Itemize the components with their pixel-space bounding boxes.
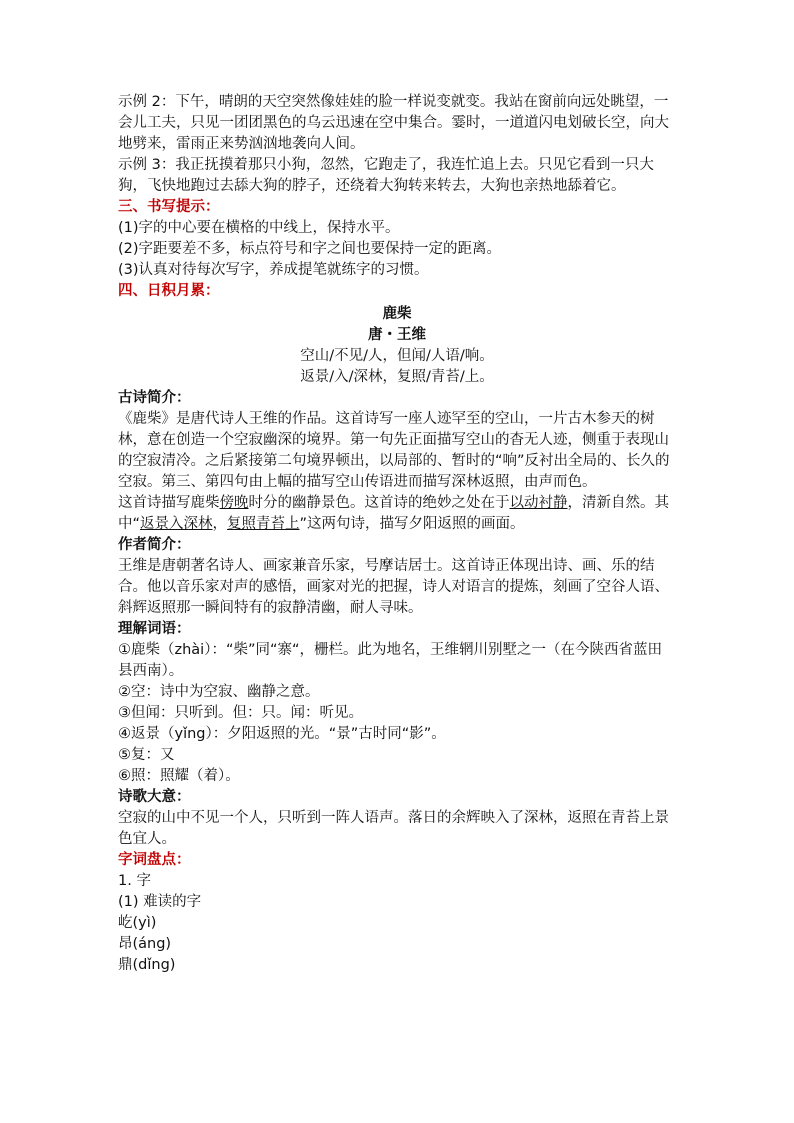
writing-tip-2: (2)字距要差不多，标点符号和字之间也要保持一定的距离。	[118, 241, 502, 257]
author-paragraph: 王维是唐朝著名诗人、画家兼音乐家，号摩诘居士。这首诗正体现出诗、画、乐的结合。他以音乐家对声的感悟，画家对光的把握，诗人对语言的提炼，刻画了空谷人语、斜辉返照那一瞬间特有的寂静清幽，耐人寻味。	[118, 558, 669, 616]
intro-underlined-text: 以动衬静	[509, 495, 568, 511]
poem-line-1: 空山/不见/人，但闻/人语/响。	[300, 348, 494, 364]
meaning-heading: 诗歌大意：	[118, 789, 191, 805]
poem-title: 鹿柴	[382, 306, 412, 322]
intro-text: 这首诗描写鹿柴	[118, 495, 220, 511]
document-page	[118, 92, 676, 976]
poem-line-2: 返景/入/深林，复照/青苔/上。	[300, 369, 494, 385]
word-item-5: ⑤复：又	[118, 747, 175, 763]
writing-tip-3: (3)认真对待每次写字，养成提笔就练字的习惯。	[118, 262, 429, 278]
author-heading: 作者简介：	[118, 537, 191, 553]
writing-tip-1: (1)字的中心要在横格的中线上，保持水平。	[118, 220, 400, 236]
word-item-3: ③但闻：只听到。但：只。闻：听见。	[118, 705, 363, 721]
inventory-line-2: (1) 难读的字	[118, 894, 202, 910]
word-item-2: ②空：诗中为空寂、幽静之意。	[118, 684, 320, 700]
words-heading: 理解词语：	[118, 621, 191, 637]
meaning-paragraph: 空寂的山中不见一个人，只听到一阵人语声。落日的余辉映入了深林，返照在青苔上景色宜人。	[118, 810, 669, 847]
intro-underlined-text: 傍晚	[219, 495, 249, 511]
writing-tips-heading: 三、书写提示：	[118, 199, 220, 215]
intro-text: ”这两句诗，描写夕阳返照的画面。	[299, 516, 525, 532]
word-item-6: ⑥照：照耀（着）。	[118, 768, 240, 784]
example-2-paragraph: 示例 2：下午，晴朗的天空突然像娃娃的脸一样说变就变。我站在窗前向远处眺望，一会儿工夫，只见一团团黑色的乌云迅速在空中集合。霎时，一道道闪电划破长空，向大地劈来，雷雨正来势汹汹地袭向人间。	[118, 94, 669, 152]
inventory-line-4: 昂(áng)	[118, 936, 172, 952]
inventory-line-5: 鼎(dǐng)	[118, 957, 176, 973]
word-item-1: ①鹿柴（zhài）：“柴”同“寨“，栅栏。此为地名，王维辋川别墅之一（在今陕西省蓝田县西南）。	[118, 642, 663, 679]
accumulate-heading: 四、日积月累：	[118, 283, 220, 299]
intro-underlined-text: 返景入深林	[140, 516, 213, 532]
inventory-line-1: 1. 字	[118, 873, 151, 889]
inventory-heading: 字词盘点：	[118, 852, 191, 868]
poem-author: 唐・王维	[368, 327, 426, 343]
word-item-4: ④返景（yǐng）：夕阳返照的光。“景”古时同“影”。	[118, 726, 446, 742]
example-3-paragraph: 示例 3：我正抚摸着那只小狗，忽然，它跑走了，我连忙追上去。只见它看到一只大狗，飞快地跑过去舔大狗的脖子，还绕着大狗转来转去，大狗也亲热地舔着它。	[118, 157, 654, 194]
inventory-line-3: 屹(yì)	[118, 915, 157, 931]
intro-underlined-text: 复照青苔上	[227, 516, 300, 532]
intro-paragraph-1: 《鹿柴》是唐代诗人王维的作品。这首诗写一座人迹罕至的空山，一片古木参天的树林，意在创造一个空寂幽深的境界。第一句先正面描写空山的杳无人迹，侧重于表现山的空寂清冷。之后紧接第二句境界顿出，以局部的、暂时的“响”反衬出全局的、长久的空寂。第三、第四句由上幅的描写空山传语进而描写深林返照，由声而色。	[118, 411, 670, 490]
intro-paragraph-2	[118, 493, 676, 535]
intro-text: 时分的幽静景色。这首诗的绝妙之处在于	[248, 495, 510, 511]
intro-text: ，	[212, 516, 228, 532]
intro-heading: 古诗简介：	[118, 390, 191, 406]
intro-text: ，清新自然。其中“	[118, 495, 669, 532]
